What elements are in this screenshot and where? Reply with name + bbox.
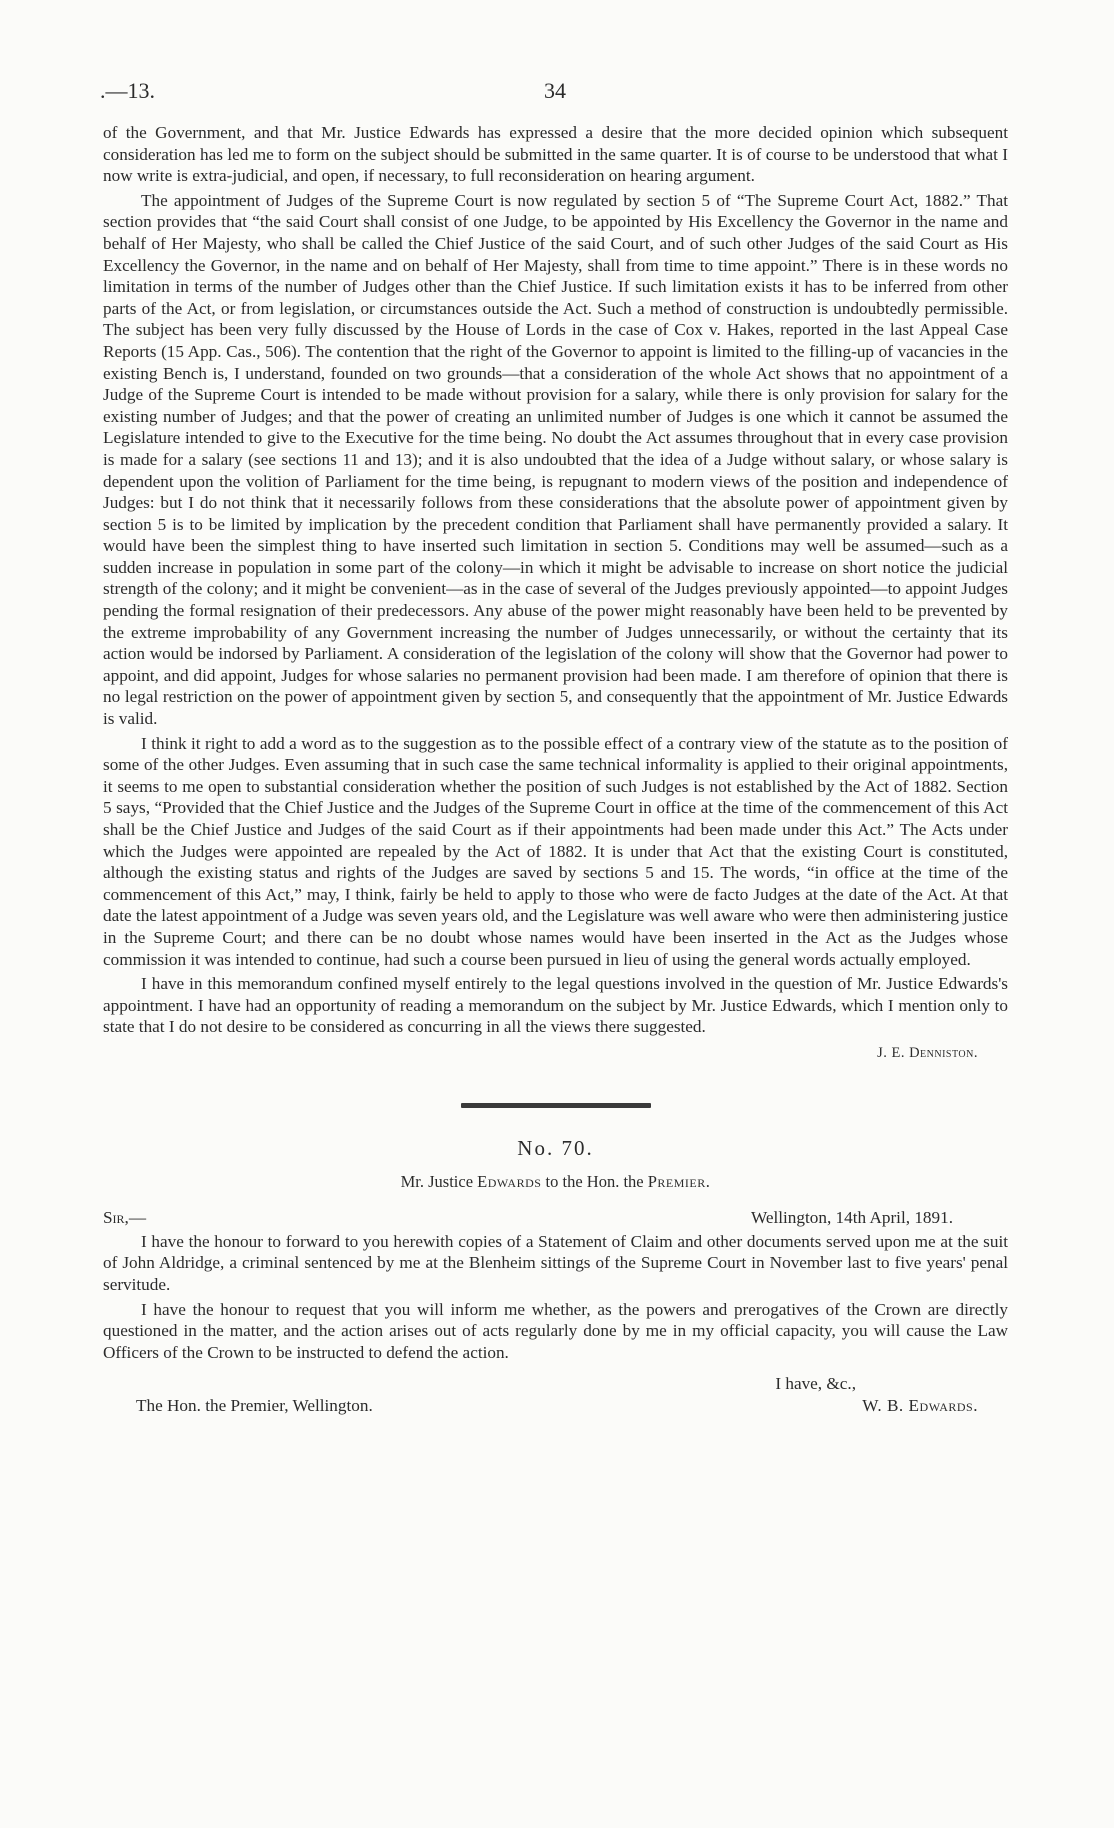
heading-prefix: Mr. Justice xyxy=(400,1172,474,1192)
heading-from: Edwards xyxy=(477,1172,542,1192)
parliamentary-paper-reference: .—13. xyxy=(100,78,155,103)
page-body xyxy=(103,122,1008,1419)
dateline: Wellington, 14th April, 1891. xyxy=(751,1207,953,1227)
memo-paragraph-2: The appointment of Judges of the Supreme Court is now regulated by section 5 of “The Supreme Court Act, 1882.” That section provides that “the said Court shall consist of one Judge, to be appointed by His Excellency the Governor in the name and behalf of Her Majesty, who shall be called the Chief Justice of the said Court, and of such other Judges of the said Court as His Excellency the Governor, in the name and on behalf of Her Majesty, shall from time to time appoint.” There is in these words no limitation in terms of the number of Judges other than the Chief Justice. If such limitation exists it has to be inferred from other parts of the Act, or from legislation, or circumstances outside the Act. Such a method of construction is undoubtedly permissible. The subject has been very fully discussed by the House of Lords in the case of Cox v. Hakes, reported in the last Appeal Case Reports (15 App. Cas., 506). The contention that the right of the Governor to appoint is limited to the filling-up of vacancies in the existing Bench is, I understand, founded on two grounds—that a consideration of the whole Act shows that no appointment of a Judge of the Supreme Court is intended to be made without provision for a salary, while there is only provision for salary for the existing number of Judges; and that the power of creating an unlimited number of Judges is one which it cannot be assumed the Legislature intended to give to the Executive for the time being. No doubt the Act assumes throughout that in every case provision is made for a salary (see sections 11 and 13); and it is also undoubted that the idea of a Judge without salary, or whose salary is dependent upon the volition of Parliament for the time being, is repugnant to modern views of the position and independence of Judges: but I do not think that it necessarily follows from these considerations that the absolute power of appointment given by section 5 is to be limited by implication by the precedent condition that Parliament shall have permanently provided a salary. It would have been the simplest thing to have inserted such limitation in section 5. Conditions may well be assumed—such as a sudden increase in population in some part of the colony—in which it might be advisable to increase on short notice the judicial strength of the colony; and it might be convenient—as in the case of several of the Judges previously appointed—to appoint Judges pending the formal resignation of their predecessors. Any abuse of the power might reasonably have been held to be prevented by the extreme improbability of any Government increasing the number of Judges unnecessarily, or without the certainty that its action would be indorsed by Parliament. A consideration of the legislation of the colony will show that the Governor had power to appoint, and did appoint, Judges for whose salaries no permanent provision had been made. I am therefore of opinion that there is no legal restriction on the power of appointment given by section 5, and consequently that the appointment of Mr. Justice Edwards is valid. xyxy=(103,190,1008,729)
letter-heading xyxy=(103,1171,1008,1193)
page-number: 34 xyxy=(544,78,566,103)
page-header xyxy=(100,78,1010,108)
letter-signature: W. B. Edwards. xyxy=(862,1395,978,1415)
memo-paragraph-1: of the Government, and that Mr. Justice Edwards has expressed a desire that the more decided opinion which subsequent consideration has led me to form on the subject should be submitted in the same quarter. It is of course to be understood that what I now write is extra-judicial, and open, if necessary, to full reconsideration on hearing argument. xyxy=(103,123,1008,186)
letter xyxy=(103,1135,1008,1419)
memo-paragraph-4: I have in this memorandum confined myself entirely to the legal questions involved in the question of Mr. Justice Edwards's appointment. I have had an opportunity of reading a memorandum on the subject by Mr. Justice Edwards, which I mention only to state that I do not desire to be considered as concurring in all the views there suggested. xyxy=(103,974,1008,1037)
letter-paragraph-1: I have the honour to forward to you herewith copies of a Statement of Claim and other documents served upon me at the suit of John Aldridge, a criminal sentenced by me at the Blenheim sittings of the Supreme Court in November last to five years' penal servitude. xyxy=(103,1231,1008,1294)
heading-mid: to the Hon. the xyxy=(545,1172,644,1192)
letter-footer xyxy=(103,1395,1008,1419)
salutation-row xyxy=(103,1207,1008,1231)
heading-to: Premier. xyxy=(647,1172,711,1192)
memo-paragraph-3: I think it right to add a word as to the suggestion as to the possible effect of a contrary view of the statute as to the position of some of the other Judges. Even assuming that in such case the same technical informality is applied to their original appointments, it seems to me open to substantial consideration whether the position of such Judges is not established by the Act of 1882. Section 5 says, “Provided that the Chief Justice and the Judges of the Supreme Court in office at the time of the commencement of this Act shall be the Chief Justice and Judges of the said Court as if their appointments had been made under this Act.” The Acts under which the Judges were appointed are repealed by the Act of 1882. It is under that Act that the existing Court is constituted, although the existing status and rights of the Judges are saved by sections 5 and 15. The words, “in office at the time of the commencement of this Act,” may, I think, fairly be held to apply to those who were de facto Judges at the date of the Act. At that date the latest appointment of a Judge was seven years old, and the Legislature was well aware who were then administering justice in the Supreme Court; and there can be no doubt whose names would have been inserted in the Act as the Judges whose commission it was intended to continue, had such a course been pursued in lieu of using the general words actually employed. xyxy=(103,733,1008,969)
memorandum xyxy=(103,122,1008,1065)
section-divider xyxy=(461,1103,651,1108)
addressee: The Hon. the Premier, Wellington. xyxy=(136,1395,373,1415)
letter-closing: I have, &c., xyxy=(775,1374,856,1394)
letter-paragraph-2: I have the honour to request that you will inform me whether, as the powers and prerogatives of the Crown are directly questioned in the matter, and the action arises out of acts regularly done by me in my official capacity, you will cause the Law Officers of the Crown to be instructed to defend the action. xyxy=(103,1299,1008,1362)
letter-number: No. 70. xyxy=(517,1135,594,1160)
memo-signature: J. E. Denniston. xyxy=(877,1044,978,1061)
salutation: Sir,— xyxy=(103,1207,147,1227)
